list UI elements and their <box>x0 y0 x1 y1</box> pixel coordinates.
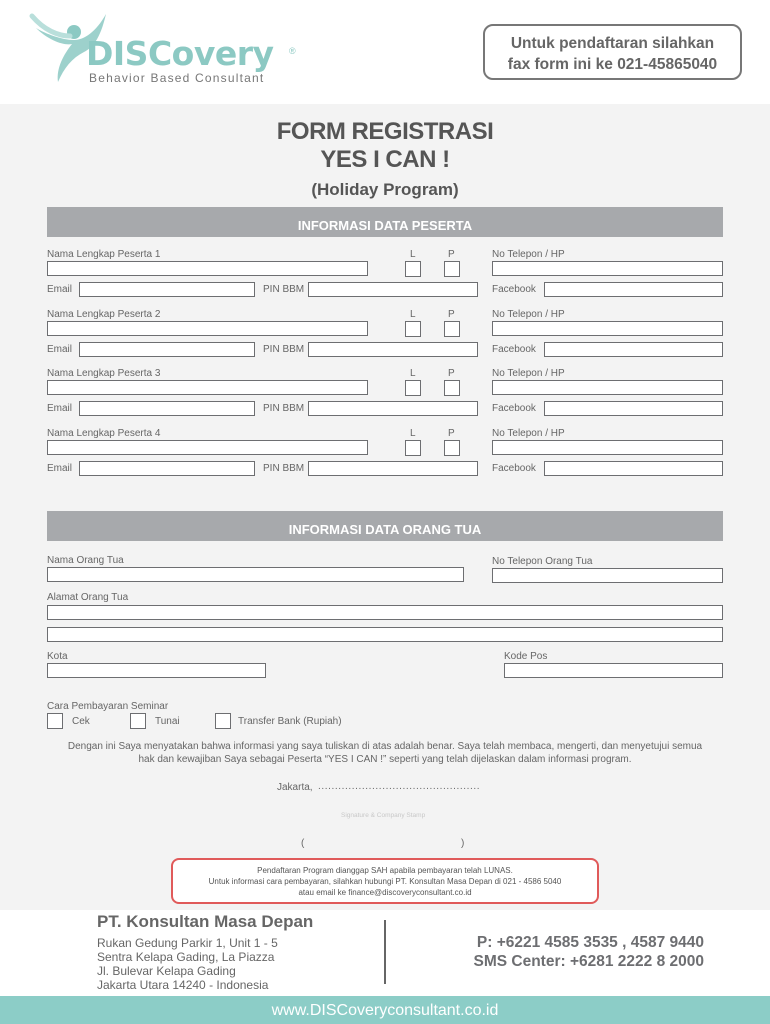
participant-4-email-field[interactable] <box>79 461 255 476</box>
logo-tagline: Behavior Based Consultant <box>89 71 265 85</box>
logo-wordmark: DISCovery <box>86 34 274 73</box>
payment-method-label: Cara Pembayaran Seminar <box>47 701 169 712</box>
participant-4-gender-l-label: L <box>410 428 416 439</box>
participant-4-gender-p-checkbox[interactable] <box>444 440 460 456</box>
website-bar[interactable]: www.DISCoveryconsultant.co.id <box>0 996 770 1024</box>
page-header <box>0 0 770 104</box>
participant-3-pin-label: PIN BBM <box>263 403 305 414</box>
participant-3-facebook-label: Facebook <box>492 403 536 414</box>
participant-4-pin-label: PIN BBM <box>263 463 305 474</box>
parent-name-field[interactable] <box>47 567 464 582</box>
participant-2-email-label: Email <box>47 344 73 355</box>
address-line-4: Jakarta Utara 14240 - Indonesia <box>97 978 269 992</box>
footer-divider <box>384 920 386 984</box>
address-line-1: Rukan Gedung Parkir 1, Unit 1 - 5 <box>97 936 278 950</box>
participant-2-name-field[interactable] <box>47 321 368 336</box>
payment-notice-box <box>171 858 599 904</box>
participant-1-name-label: Nama Lengkap Peserta 1 <box>47 249 161 260</box>
fax-line-1: Untuk pendaftaran silahkan <box>510 35 715 52</box>
participant-1-name-field[interactable] <box>47 261 368 276</box>
participant-1-facebook-label: Facebook <box>492 284 536 295</box>
address-line-3: Jl. Bulevar Kelapa Gading <box>97 964 236 978</box>
participant-1-pin-label: PIN BBM <box>263 284 305 295</box>
participant-1-gender-l-label: L <box>410 249 416 260</box>
payment-tunai-label: Tunai <box>155 716 180 727</box>
form-title: FORM REGISTRASI <box>276 118 494 145</box>
declaration-line-1: Dengan ini Saya menyatakan bahwa informasi yang saya tuliskan di atas adalah benar. Saya telah membaca, mengerti, dan menyetujui semua <box>67 741 703 752</box>
parent-address-field-2[interactable] <box>47 627 723 642</box>
participant-4-gender-l-checkbox[interactable] <box>405 440 421 456</box>
participant-4-facebook-field[interactable] <box>544 461 723 476</box>
parent-phone-field[interactable] <box>492 568 723 583</box>
section-bar-peserta: INFORMASI DATA PESERTA <box>47 207 723 237</box>
fax-instruction-box <box>483 24 742 80</box>
participant-4-facebook-label: Facebook <box>492 463 536 474</box>
signature-hint: Signature & Company Stamp <box>341 812 426 819</box>
participant-1-facebook-field[interactable] <box>544 282 723 297</box>
participant-1-gender-l-checkbox[interactable] <box>405 261 421 277</box>
participant-2-gender-p-label: P <box>448 309 455 320</box>
place-label: Jakarta, <box>277 782 313 793</box>
footer-sms: SMS Center: +6281 2222 8 2000 <box>473 953 704 970</box>
participant-1-gender-p-checkbox[interactable] <box>444 261 460 277</box>
participant-3-gender-p-label: P <box>448 368 455 379</box>
participant-3-name-field[interactable] <box>47 380 368 395</box>
participant-2-gender-l-checkbox[interactable] <box>405 321 421 337</box>
signature-paren-close: ) <box>461 838 465 849</box>
participant-3-facebook-field[interactable] <box>544 401 723 416</box>
participant-2-phone-label: No Telepon / HP <box>492 309 565 320</box>
company-name: PT. Konsultan Masa Depan <box>97 912 314 931</box>
participant-2-facebook-field[interactable] <box>544 342 723 357</box>
participant-3-gender-p-checkbox[interactable] <box>444 380 460 396</box>
fax-line-2: fax form ini ke 021-45865040 <box>507 56 718 73</box>
participant-3-phone-label: No Telepon / HP <box>492 368 565 379</box>
participant-1-email-label: Email <box>47 284 73 295</box>
payment-tunai-checkbox[interactable] <box>130 713 146 729</box>
parent-phone-label: No Telepon Orang Tua <box>492 556 593 567</box>
discovery-logo <box>28 10 308 90</box>
parent-address-field-1[interactable] <box>47 605 723 620</box>
participant-3-phone-field[interactable] <box>492 380 723 395</box>
participant-1-pin-field[interactable] <box>308 282 478 297</box>
payment-cek-label: Cek <box>72 716 90 727</box>
participant-4-phone-label: No Telepon / HP <box>492 428 565 439</box>
section-bar-orangtua: INFORMASI DATA ORANG TUA <box>47 511 723 541</box>
participant-4-email-label: Email <box>47 463 73 474</box>
participant-1-phone-label: No Telepon / HP <box>492 249 565 260</box>
participant-2-gender-p-checkbox[interactable] <box>444 321 460 337</box>
participant-1-phone-field[interactable] <box>492 261 723 276</box>
notice-line-3: atau email ke finance@discoveryconsultant.co.id <box>298 888 472 897</box>
payment-transfer-checkbox[interactable] <box>215 713 231 729</box>
parent-address-label: Alamat Orang Tua <box>47 592 129 603</box>
program-name: (Holiday Program) <box>311 180 459 199</box>
participant-4-name-label: Nama Lengkap Peserta 4 <box>47 428 161 439</box>
participant-3-name-label: Nama Lengkap Peserta 3 <box>47 368 161 379</box>
participant-2-phone-field[interactable] <box>492 321 723 336</box>
participant-1-gender-p-label: P <box>448 249 455 260</box>
participant-3-email-field[interactable] <box>79 401 255 416</box>
participant-3-email-label: Email <box>47 403 73 414</box>
notice-line-2: Untuk informasi cara pembayaran, silahkan hubungi PT. Konsultan Masa Depan di 021 - 4586 5040 <box>208 877 562 886</box>
payment-cek-checkbox[interactable] <box>47 713 63 729</box>
payment-transfer-label: Transfer Bank (Rupiah) <box>238 716 342 727</box>
participant-3-pin-field[interactable] <box>308 401 478 416</box>
declaration-line-2: hak dan kewajiban Saya sebagai Peserta “YES I CAN !” seperti yang telah dijelaskan dalam informasi program. <box>138 754 632 765</box>
participant-1-email-field[interactable] <box>79 282 255 297</box>
city-field[interactable] <box>47 663 266 678</box>
participant-4-pin-field[interactable] <box>308 461 478 476</box>
participant-2-facebook-label: Facebook <box>492 344 536 355</box>
footer-phone: P: +6221 4585 3535 , 4587 9440 <box>476 934 704 951</box>
form-subtitle: YES I CAN ! <box>320 146 450 173</box>
participant-2-pin-label: PIN BBM <box>263 344 305 355</box>
participant-2-gender-l-label: L <box>410 309 416 320</box>
participant-3-gender-l-checkbox[interactable] <box>405 380 421 396</box>
participant-4-gender-p-label: P <box>448 428 455 439</box>
address-line-2: Sentra Kelapa Gading, La Piazza <box>97 950 275 964</box>
participant-2-name-label: Nama Lengkap Peserta 2 <box>47 309 161 320</box>
zip-field[interactable] <box>504 663 723 678</box>
parent-name-label: Nama Orang Tua <box>47 555 124 566</box>
zip-label: Kode Pos <box>504 651 548 662</box>
logo-registered-mark: ® <box>289 46 296 56</box>
participant-2-email-field[interactable] <box>79 342 255 357</box>
participant-4-name-field[interactable] <box>47 440 368 455</box>
date-dots[interactable]: ................................................ <box>318 781 481 792</box>
participant-3-gender-l-label: L <box>410 368 416 379</box>
participant-4-phone-field[interactable] <box>492 440 723 455</box>
participant-2-pin-field[interactable] <box>308 342 478 357</box>
signature-paren-open: ( <box>301 838 305 849</box>
city-label: Kota <box>47 651 68 662</box>
notice-line-1: Pendaftaran Program dianggap SAH apabila pembayaran telah LUNAS. <box>257 866 513 875</box>
